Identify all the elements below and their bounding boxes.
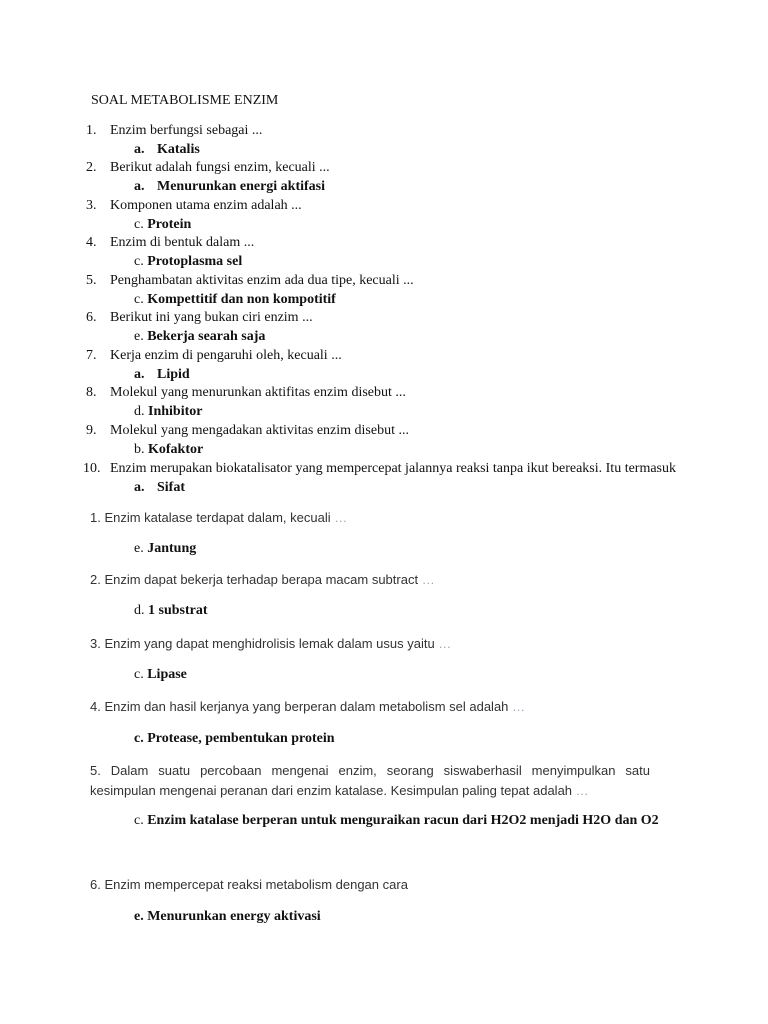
question-text: 4. Enzim dan hasil kerjanya yang berperan dalam metabolism sel adalah (90, 699, 509, 714)
question-text: Berikut ini yang bukan ciri enzim ... (110, 310, 313, 325)
question-number: 3. (86, 198, 97, 213)
answer-b5 (134, 812, 659, 830)
answer-text: Inhibitor (148, 404, 203, 419)
answer-letter: e. (134, 909, 144, 924)
ellipsis: … (421, 572, 435, 587)
question-number: 4. (86, 235, 97, 250)
answer-text: Lipid (157, 367, 190, 382)
answer-text: Sifat (157, 480, 185, 495)
answer-letter: a. (134, 179, 145, 194)
answer-text: Lipase (147, 667, 187, 682)
answer-letter: b. (134, 442, 145, 457)
question-text: Komponen utama enzim adalah ... (110, 198, 302, 213)
question-number: 5. (86, 273, 97, 288)
answer-7 (134, 366, 190, 384)
answer-letter: a. (134, 367, 145, 382)
answer-letter: e. (134, 329, 144, 344)
question-3 (86, 197, 302, 215)
answer-text: Bekerja searah saja (147, 329, 266, 344)
question-7 (86, 347, 342, 365)
answer-2 (134, 178, 325, 196)
question-number: 7. (86, 348, 97, 363)
answer-letter: c. (134, 667, 144, 682)
answer-letter: c. (134, 813, 144, 828)
question-10 (83, 460, 676, 478)
answer-text: Kofaktor (148, 442, 204, 457)
answer-b3 (134, 666, 187, 684)
question-text: Enzim merupakan biokatalisator yang mempercepat jalannya reaksi tanpa ikut bereaksi. Itu termasuk (110, 461, 677, 476)
page-title: SOAL METABOLISME ENZIM (91, 93, 279, 108)
answer-letter: e. (134, 541, 144, 556)
question-6 (86, 309, 313, 327)
question-text: Molekul yang mengadakan aktivitas enzim disebut ... (110, 423, 409, 438)
question-4 (86, 234, 254, 252)
answer-3 (134, 216, 191, 234)
question-text: Enzim di bentuk dalam ... (110, 235, 255, 250)
question-number: 2. (86, 160, 97, 175)
question-text: 6. Enzim mempercepat reaksi metabolism dengan cara (90, 877, 408, 892)
question-b6 (90, 876, 408, 894)
question-b3 (90, 635, 451, 653)
answer-6 (134, 328, 265, 346)
ellipsis: … (575, 783, 589, 798)
answer-10 (134, 479, 185, 497)
ellipsis: … (334, 510, 348, 525)
question-b4 (90, 698, 525, 716)
question-b1 (90, 509, 347, 527)
answer-b1 (134, 540, 196, 558)
question-9 (86, 422, 409, 440)
answer-letter: c. (134, 254, 144, 269)
answer-text: Menurunkan energi aktifasi (157, 179, 326, 194)
question-text: 3. Enzim yang dapat menghidrolisis lemak dalam usus yaitu (90, 636, 435, 651)
question-number: 9. (86, 423, 97, 438)
answer-text: Jantung (147, 541, 197, 556)
answer-text: Protein (147, 217, 192, 232)
question-number: 8. (86, 385, 97, 400)
question-text: 1. Enzim katalase terdapat dalam, kecuali (90, 510, 331, 525)
ellipsis: … (438, 636, 452, 651)
ellipsis: … (512, 699, 526, 714)
answer-letter: c. (134, 731, 144, 746)
answer-b4 (134, 730, 335, 748)
answer-letter: c. (134, 292, 144, 307)
answer-text: Katalis (157, 142, 200, 157)
question-5 (86, 272, 414, 290)
answer-letter: d. (134, 603, 145, 618)
answer-letter: c. (134, 217, 144, 232)
question-8 (86, 384, 406, 402)
question-number: 6. (86, 310, 97, 325)
question-text: 5. Dalam suatu percobaan mengenai enzim, seorang siswaberhasil menyimpulkan satu kesimpulan mengenai peranan dari enzim katalase. Kesimpulan paling tepat adalah (90, 763, 650, 798)
answer-8 (134, 403, 202, 421)
answer-text: Enzim katalase berperan untuk menguraikan racun dari H2O2 menjadi H2O dan O2 (147, 813, 659, 828)
answer-5 (134, 291, 336, 309)
answer-text: Kompettitif dan non kompotitif (147, 292, 336, 307)
answer-b2 (134, 602, 208, 620)
answer-text: Menurunkan energy aktivasi (147, 909, 321, 924)
answer-letter: d. (134, 404, 145, 419)
question-b2 (90, 571, 435, 589)
answer-1 (134, 141, 200, 159)
answer-letter: a. (134, 142, 145, 157)
answer-text: Protease, pembentukan protein (147, 731, 335, 746)
answer-text: Protoplasma sel (147, 254, 243, 269)
question-2 (86, 159, 330, 177)
question-number: 1. (86, 123, 97, 138)
question-text: Berikut adalah fungsi enzim, kecuali ... (110, 160, 330, 175)
question-text: 2. Enzim dapat bekerja terhadap berapa macam subtract (90, 572, 419, 587)
answer-b6 (134, 908, 321, 926)
question-text: Enzim berfungsi sebagai ... (110, 123, 263, 138)
question-text: Kerja enzim di pengaruhi oleh, kecuali ... (110, 348, 342, 363)
question-text: Penghambatan aktivitas enzim ada dua tipe, kecuali ... (110, 273, 414, 288)
question-1 (86, 122, 262, 140)
question-number: 10. (83, 461, 101, 476)
question-text: Molekul yang menurunkan aktifitas enzim disebut ... (110, 385, 406, 400)
answer-4 (134, 253, 242, 271)
question-b5 (90, 761, 650, 801)
answer-text: 1 substrat (148, 603, 208, 618)
answer-letter: a. (134, 480, 145, 495)
answer-9 (134, 441, 203, 459)
